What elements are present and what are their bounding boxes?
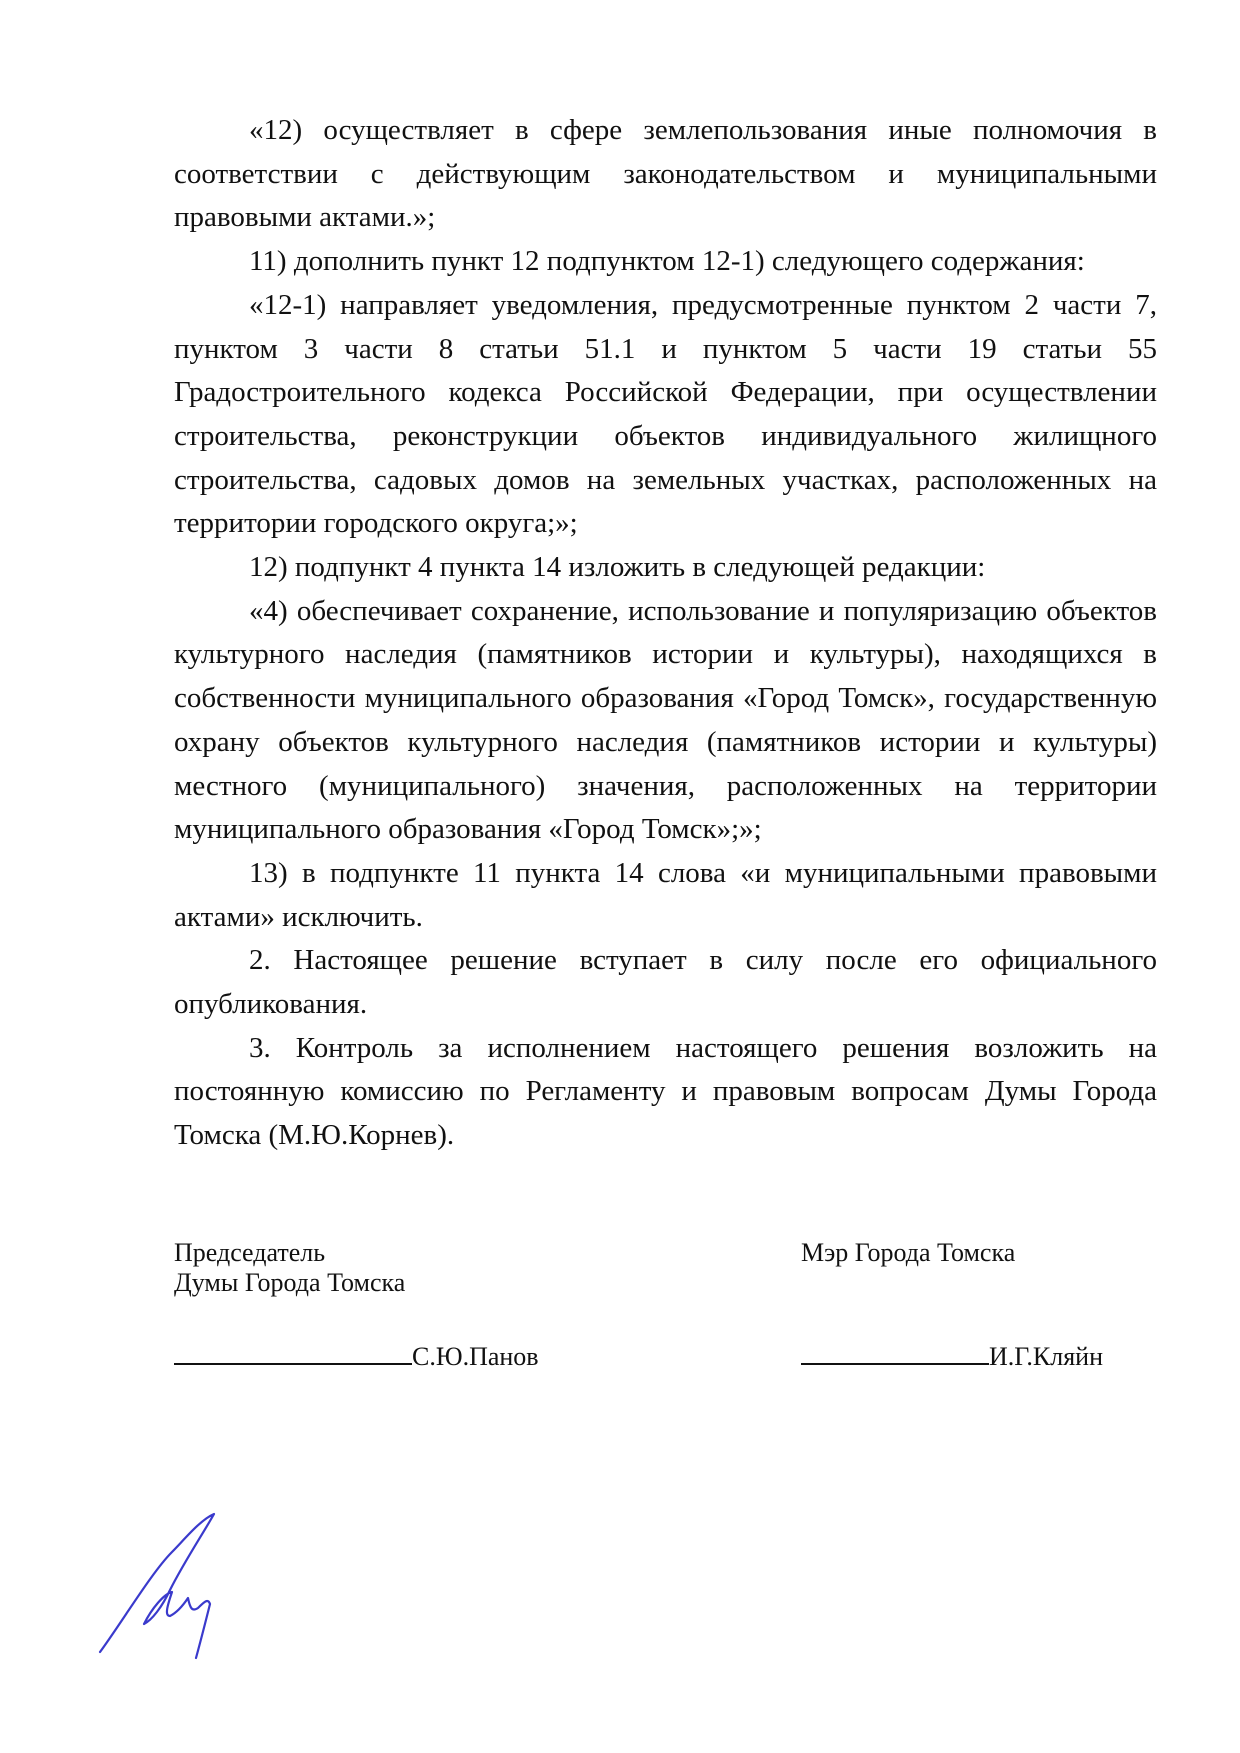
- left-signatory-name: С.Ю.Панов: [412, 1341, 539, 1371]
- left-title-line1: Председатель: [174, 1237, 326, 1267]
- paragraph: 2. Настоящее решение вступает в силу после его официального опубликования.: [174, 944, 1157, 1021]
- signature-block: [174, 1238, 1157, 1372]
- signature-underline: [801, 1363, 989, 1365]
- left-signatory-title: [174, 1238, 801, 1298]
- right-signatory-name: И.Г.Кляйн: [989, 1341, 1103, 1371]
- paragraph: 11) дополнить пункт 12 подпунктом 12-1) следующего содержания:: [249, 245, 1085, 278]
- right-title-line1: Мэр Города Томска: [801, 1237, 1016, 1267]
- right-signatory-title: [801, 1238, 1103, 1298]
- paragraph: 13) в подпункте 11 пункта 14 слова «и муниципальными правовыми актами» исключить.: [174, 856, 1157, 933]
- signature-underline: [174, 1363, 412, 1365]
- right-signature-line: [801, 1342, 1103, 1372]
- left-title-line2: Думы Города Томска: [174, 1267, 406, 1297]
- left-signature-line: [174, 1342, 801, 1372]
- paragraph: 3. Контроль за исполнением настоящего решения возложить на постоянную комиссию по Регламенту и правовым вопросам Думы Города Томска (М.Ю.Корнев).: [174, 1031, 1157, 1152]
- right-signatory: [801, 1238, 1103, 1372]
- left-signatory: [174, 1238, 801, 1372]
- handwritten-signature: [92, 1512, 1157, 1667]
- paragraph: «12-1) направляет уведомления, предусмотренные пунктом 2 части 7, пунктом 3 части 8 статьи 51.1 и пунктом 5 части 19 статьи 55 Градостроительного кодекса Российской Федерации, при осуществлении строительства, реконструкции объектов индивидуального жилищного строительства, садовых домов на земельных участках, расположенных на территории городского округа;»;: [174, 288, 1157, 540]
- document-body: [174, 109, 1157, 1158]
- paragraph: «4) обеспечивает сохранение, использование и популяризацию объектов культурного наследия (памятников истории и культуры), находящихся в собственности муниципального образования «Город Томск», государственную охрану объектов культурного наследия (памятников истории и культуры) местного (муниципального) значения, расположенных на территории муниципального образования «Город Томск»;»;: [174, 594, 1157, 846]
- paragraph: «12) осуществляет в сфере землепользования иные полномочия в соответствии с действующим законодательством и муниципальными правовыми актами.»;: [174, 114, 1157, 234]
- paragraph: 12) подпункт 4 пункта 14 изложить в следующей редакции:: [249, 551, 986, 584]
